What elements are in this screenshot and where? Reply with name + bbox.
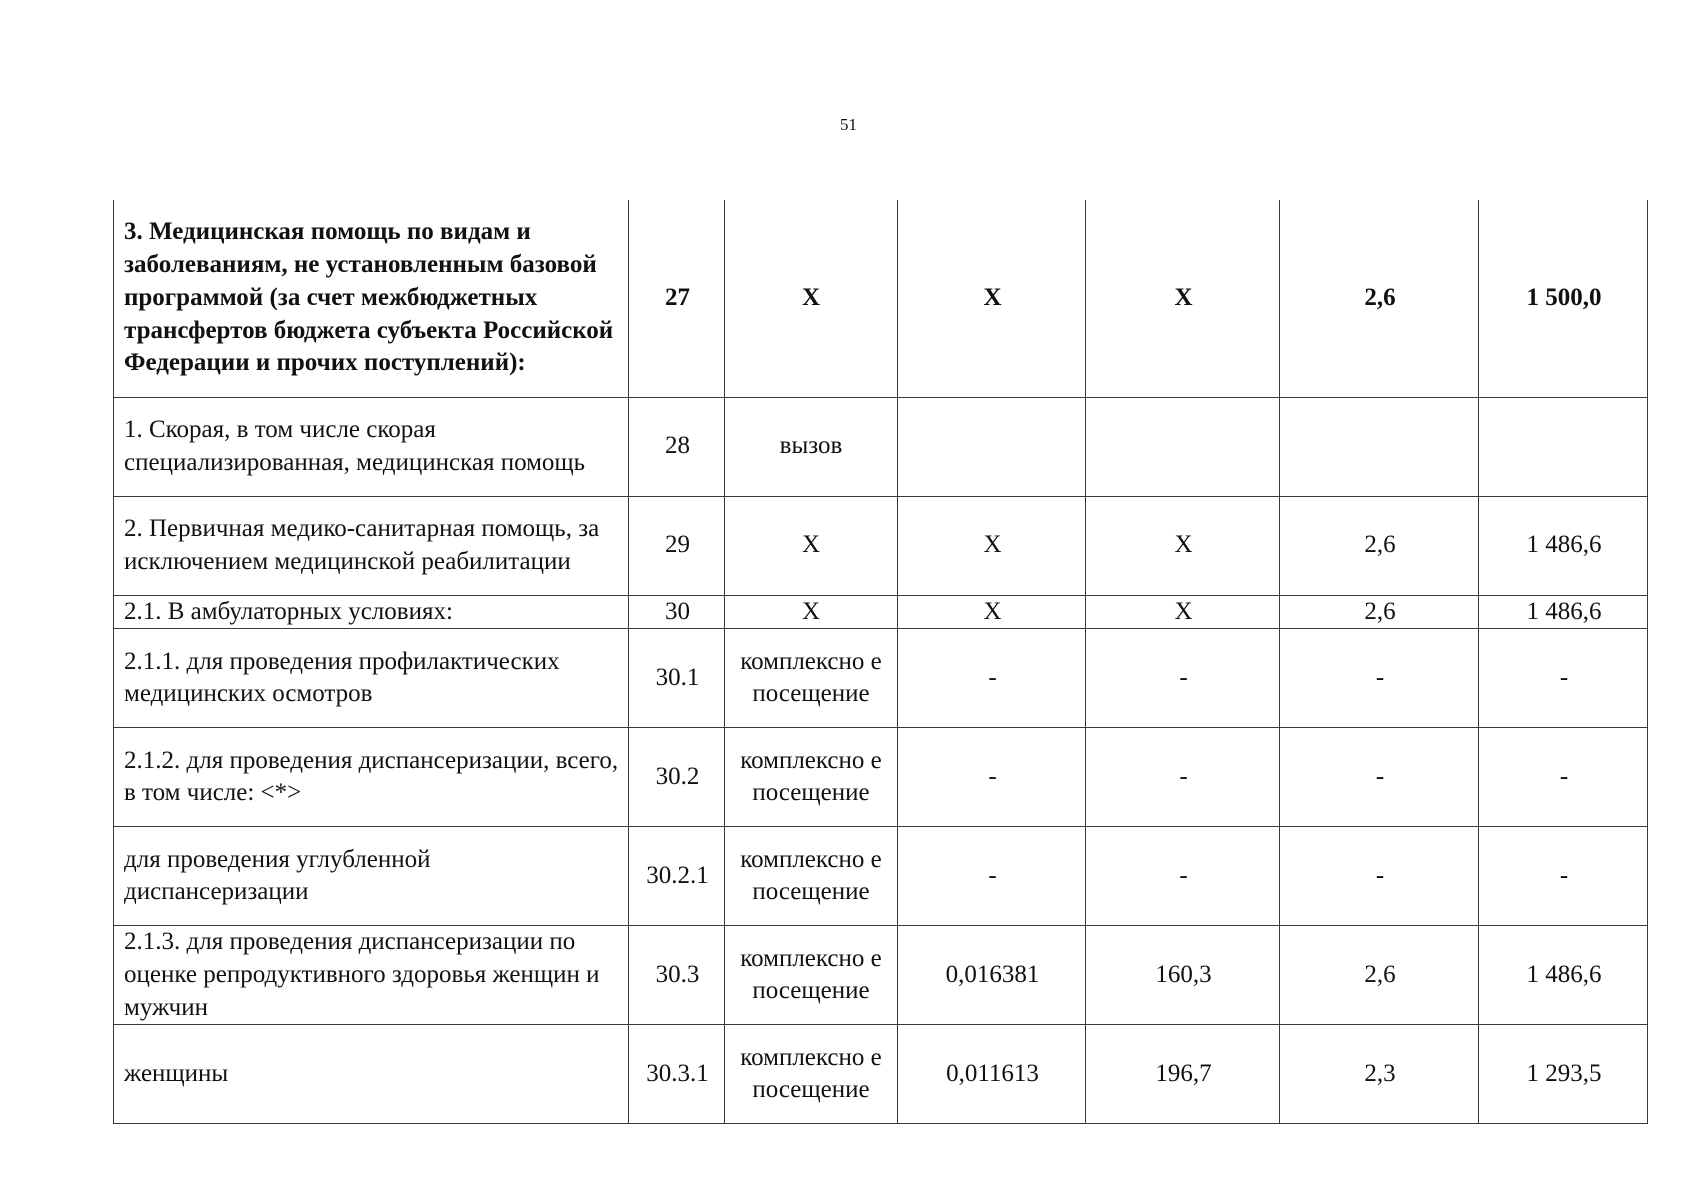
unit-cell: комплексно е посещение <box>725 629 898 728</box>
per-capita-cell: 2,6 <box>1280 595 1479 629</box>
per-capita-cell: 2,6 <box>1280 496 1479 595</box>
cost-cell: X <box>1086 496 1280 595</box>
volume-cell: X <box>898 200 1086 397</box>
row-number-cell: 30.2 <box>629 728 725 827</box>
table-row <box>114 629 1648 728</box>
total-cell: 1 293,5 <box>1479 1025 1648 1124</box>
total-cell: - <box>1479 629 1648 728</box>
page-number: 51 <box>840 115 857 134</box>
total-cell: - <box>1479 728 1648 827</box>
row-number-cell: 28 <box>629 397 725 496</box>
total-cell: - <box>1479 827 1648 926</box>
total-cell <box>1479 397 1648 496</box>
row-number-cell: 27 <box>629 200 725 397</box>
row-name-cell: 2.1. В амбулаторных условиях: <box>114 595 629 629</box>
cost-cell: 160,3 <box>1086 926 1280 1025</box>
volume-cell: 0,016381 <box>898 926 1086 1025</box>
total-cell: 1 500,0 <box>1479 200 1648 397</box>
per-capita-cell <box>1280 397 1479 496</box>
document-table <box>113 200 1648 1124</box>
row-name-cell: 2.1.2. для проведения диспансеризации, всего, в том числе: <*> <box>114 728 629 827</box>
row-name-cell: 2. Первичная медико-санитарная помощь, за исключением медицинской реабилитации <box>114 496 629 595</box>
per-capita-cell: - <box>1280 629 1479 728</box>
cost-cell: X <box>1086 595 1280 629</box>
row-name-cell: женщины <box>114 1025 629 1124</box>
cost-cell <box>1086 397 1280 496</box>
total-cell: 1 486,6 <box>1479 926 1648 1025</box>
per-capita-cell: 2,6 <box>1280 926 1479 1025</box>
unit-cell: комплексно е посещение <box>725 728 898 827</box>
row-number-cell: 30.3 <box>629 926 725 1025</box>
table-row <box>114 595 1648 629</box>
table-row <box>114 728 1648 827</box>
per-capita-cell: 2,3 <box>1280 1025 1479 1124</box>
table-row <box>114 496 1648 595</box>
table-row <box>114 827 1648 926</box>
table-row <box>114 397 1648 496</box>
volume-cell <box>898 397 1086 496</box>
row-number-cell: 30.2.1 <box>629 827 725 926</box>
volume-cell: - <box>898 827 1086 926</box>
row-number-cell: 29 <box>629 496 725 595</box>
row-number-cell: 30.1 <box>629 629 725 728</box>
row-number-cell: 30 <box>629 595 725 629</box>
cost-cell: - <box>1086 629 1280 728</box>
volume-cell: X <box>898 496 1086 595</box>
total-cell: 1 486,6 <box>1479 496 1648 595</box>
unit-cell: X <box>725 595 898 629</box>
cost-cell: - <box>1086 728 1280 827</box>
row-name-cell: 1. Скорая, в том числе скорая специализированная, медицинская помощь <box>114 397 629 496</box>
unit-cell: вызов <box>725 397 898 496</box>
unit-cell: X <box>725 496 898 595</box>
volume-cell: 0,011613 <box>898 1025 1086 1124</box>
cost-cell: - <box>1086 827 1280 926</box>
row-name-cell: 2.1.1. для проведения профилактических медицинских осмотров <box>114 629 629 728</box>
row-name-cell: для проведения углубленной диспансеризации <box>114 827 629 926</box>
total-cell: 1 486,6 <box>1479 595 1648 629</box>
cost-cell: X <box>1086 200 1280 397</box>
table-row <box>114 1025 1648 1124</box>
unit-cell: комплексно е посещение <box>725 827 898 926</box>
row-name-cell: 2.1.3. для проведения диспансеризации по оценке репродуктивного здоровья женщин и мужчин <box>114 926 629 1025</box>
volume-cell: - <box>898 629 1086 728</box>
unit-cell: комплексно е посещение <box>725 926 898 1025</box>
table-row <box>114 926 1648 1025</box>
row-number-cell: 30.3.1 <box>629 1025 725 1124</box>
volume-cell: X <box>898 595 1086 629</box>
per-capita-cell: - <box>1280 728 1479 827</box>
unit-cell: X <box>725 200 898 397</box>
cost-cell: 196,7 <box>1086 1025 1280 1124</box>
row-name-cell: 3. Медицинская помощь по видам и заболеваниям, не установленным базовой программой (за счет межбюджетных трансфертов бюджета субъекта Российской Федерации и прочих поступлений): <box>114 200 629 397</box>
volume-cell: - <box>898 728 1086 827</box>
table-row <box>114 200 1648 397</box>
unit-cell: комплексно е посещение <box>725 1025 898 1124</box>
per-capita-cell: 2,6 <box>1280 200 1479 397</box>
per-capita-cell: - <box>1280 827 1479 926</box>
